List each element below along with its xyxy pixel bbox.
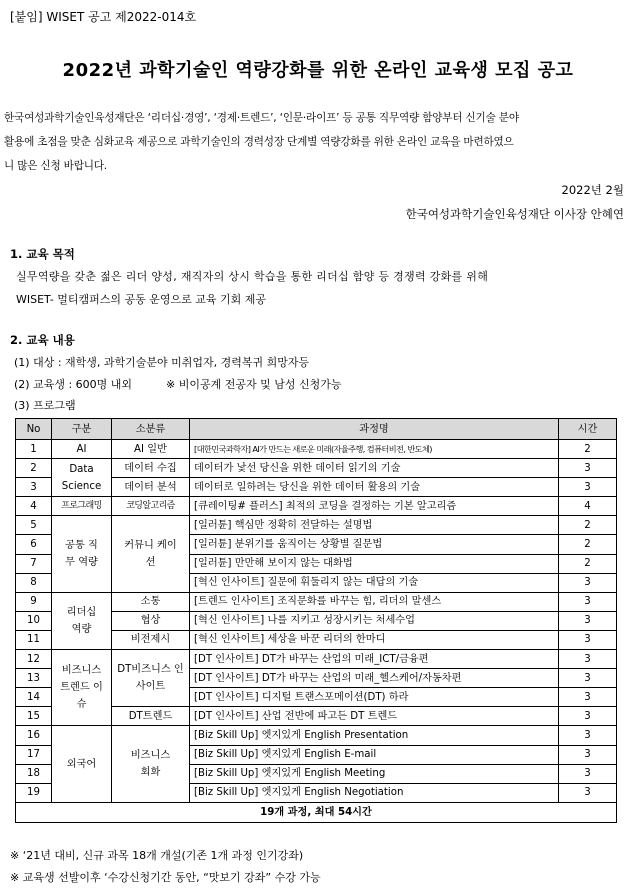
course-name: [트렌드 인사이트] 조직문화를 바꾸는 힘, 리더의 말센스 [190,592,559,611]
target-audience: (1) 대상 : 재학생, 과학기술분야 미취업자, 경력복귀 희망자등 [14,356,310,369]
header-hours: 시간 [559,419,617,440]
course-hours: 3 [559,630,617,649]
course-hours: 2 [559,440,617,459]
course-name: [Biz Skill Up] 엣지있게 English Presentation [190,726,559,745]
row-no: 6 [16,535,52,554]
total-summary: 19개 과정, 최대 54시간 [16,802,617,822]
table-header-row [16,419,617,440]
course-hours: 3 [559,688,617,707]
course-hours: 2 [559,535,617,554]
course-name: [혁신 인사이트] 나를 지키고 성장시키는 처세수업 [190,611,559,630]
row-no: 19 [16,783,52,802]
category-cell: 외국어 [52,726,112,802]
row-no: 3 [16,478,52,497]
intro-line-3: 니 많은 신청 바랍니다. [4,160,107,172]
header-course: 과정명 [190,419,559,440]
course-hours: 3 [559,459,617,478]
category-cell: Data Science [52,459,112,497]
category-cell: 공통 직무 역량 [52,516,112,592]
course-hours: 3 [559,764,617,783]
table-total-row [16,802,617,822]
row-no: 18 [16,764,52,783]
course-name: [일러튠] 분위기를 움직이는 상황별 질문법 [190,535,559,554]
course-name: [DT 인사이트] 디지털 트랜스포메이션(DT) 하라 [190,688,559,707]
course-name: [혁신 인사이트] 질문에 휘둘리지 않는 대답의 기술 [190,573,559,592]
row-no: 11 [16,630,52,649]
section-2-heading: 2. 교육 내용 [10,333,75,347]
course-name: [Biz Skill Up] 엣지있게 English E-mail [190,745,559,764]
footnote-1: ※ ‘21년 대비, 신규 과목 18개 개설(기존 1개 과정 인기강좌) [10,849,304,862]
row-no: 1 [16,440,52,459]
program-table [15,418,617,823]
row-no: 17 [16,745,52,764]
program-label: (3) 프로그램 [14,399,76,412]
section-1-line-2: WISET- 멀티캠퍼스의 공동 운영으로 교육 기회 제공 [16,293,266,306]
course-name: [Biz Skill Up] 엣지있게 English Meeting [190,764,559,783]
category-cell: 리더십 역량 [52,592,112,649]
course-hours: 3 [559,745,617,764]
category-cell: 비즈니스 트렌드 이슈 [52,650,112,726]
row-no: 7 [16,554,52,573]
header-subcategory: 소분류 [112,419,190,440]
course-hours: 3 [559,783,617,802]
issuer-organization: 한국여성과학기술인육성재단 이사장 안혜연 [405,207,624,221]
row-no: 8 [16,573,52,592]
intro-line-1: 한국여성과학기술인육성재단은 ‘리더십·경영’, ‘경제·트렌드’, ‘인문·라이프’ 등 공통 직무역량 함양부터 신기술 분야 [4,112,519,124]
announcement-date: 2022년 2월 [561,183,624,197]
page-title: 2022년 과학기술인 역량강화를 위한 온라인 교육생 모집 공고 [62,60,574,81]
row-no: 10 [16,611,52,630]
section-1-line-1: 실무역량을 갖춘 젊은 리더 양성, 재직자의 상시 학습을 통한 리더십 함양 등 경쟁력 강화를 위해 [16,270,489,283]
course-name: [Biz Skill Up] 엣지있게 English Negotiation [190,783,559,802]
subcategory-cell: 데이터 분석 [112,478,190,497]
row-no: 5 [16,516,52,535]
table-row [16,726,617,745]
table-row [16,497,617,516]
notice-number: [붙임] WISET 공고 제2022-014호 [10,10,197,24]
subcategory-cell: 커뮤니 케이션 [112,516,190,592]
subcategory-cell: AI 일반 [112,440,190,459]
table-row [16,516,617,535]
course-name: [혁신 인사이트] 세상을 바꾼 리더의 한마디 [190,630,559,649]
table-row [16,459,617,478]
subcategory-cell: 소통 [112,592,190,611]
subcategory-cell: 비전제시 [112,630,190,649]
course-name: [일러튠] 핵심만 정확히 전달하는 설명법 [190,516,559,535]
course-name: [대한민국과학자] AI가 만드는 새로운 미래(자율주행, 컴퓨터비전, 반도체) [190,440,559,459]
course-name: 데이터가 낯선 당신을 위한 데이터 읽기의 기술 [190,459,559,478]
footnote-2: ※ 교육생 선발이후 ‘수강신청기간 동안, “맛보기 강좌” 수강 가능 [10,871,321,884]
course-hours: 3 [559,592,617,611]
course-hours: 3 [559,669,617,688]
course-name: 데이터로 일하려는 당신을 위한 데이터 활용의 기술 [190,478,559,497]
row-no: 9 [16,592,52,611]
course-name: [일러튠] 만만해 보이지 않는 대화법 [190,554,559,573]
category-cell: 프로그래밍 [52,497,112,516]
row-no: 15 [16,707,52,726]
row-no: 12 [16,650,52,669]
table-row [16,650,617,669]
course-hours: 3 [559,726,617,745]
row-no: 13 [16,669,52,688]
course-hours: 4 [559,497,617,516]
row-no: 16 [16,726,52,745]
eligibility-note: ※ 비이공계 전공자 및 남성 신청가능 [166,378,342,391]
subcategory-cell: 협상 [112,611,190,630]
subcategory-cell: 데이터 수집 [112,459,190,478]
header-category: 구분 [52,419,112,440]
course-name: [DT 인사이트] 산업 전반에 파고든 DT 트렌드 [190,707,559,726]
header-no: No [16,419,52,440]
subcategory-cell: 코딩알고리즘 [112,497,190,516]
table-row [16,440,617,459]
course-hours: 3 [559,650,617,669]
course-hours: 3 [559,478,617,497]
course-hours: 3 [559,707,617,726]
intro-line-2: 활용에 초점을 맞춘 심화교육 제공으로 과학기술인의 경력성장 단계별 역량강화를 위한 온라인 교육을 마련하였으 [4,136,514,148]
row-no: 2 [16,459,52,478]
course-hours: 3 [559,611,617,630]
row-no: 4 [16,497,52,516]
trainee-count: (2) 교육생 : 600명 내외 [14,378,133,391]
course-hours: 2 [559,516,617,535]
category-cell: AI [52,440,112,459]
course-name: [큐레이팅# 플러스] 최적의 코딩을 결정하는 기본 알고리즘 [190,497,559,516]
course-hours: 2 [559,554,617,573]
row-no: 14 [16,688,52,707]
course-hours: 3 [559,573,617,592]
course-name: [DT 인사이트] DT가 바꾸는 산업의 미래_ICT/금융편 [190,650,559,669]
subcategory-cell: 비즈니스 회화 [112,726,190,802]
subcategory-cell: DT비즈니스 인사이트 [112,650,190,707]
subcategory-cell: DT트렌드 [112,707,190,726]
section-1-heading: 1. 교육 목적 [10,247,75,261]
course-name: [DT 인사이트] DT가 바꾸는 산업의 미래_헬스케어/자동차편 [190,669,559,688]
table-row [16,592,617,611]
